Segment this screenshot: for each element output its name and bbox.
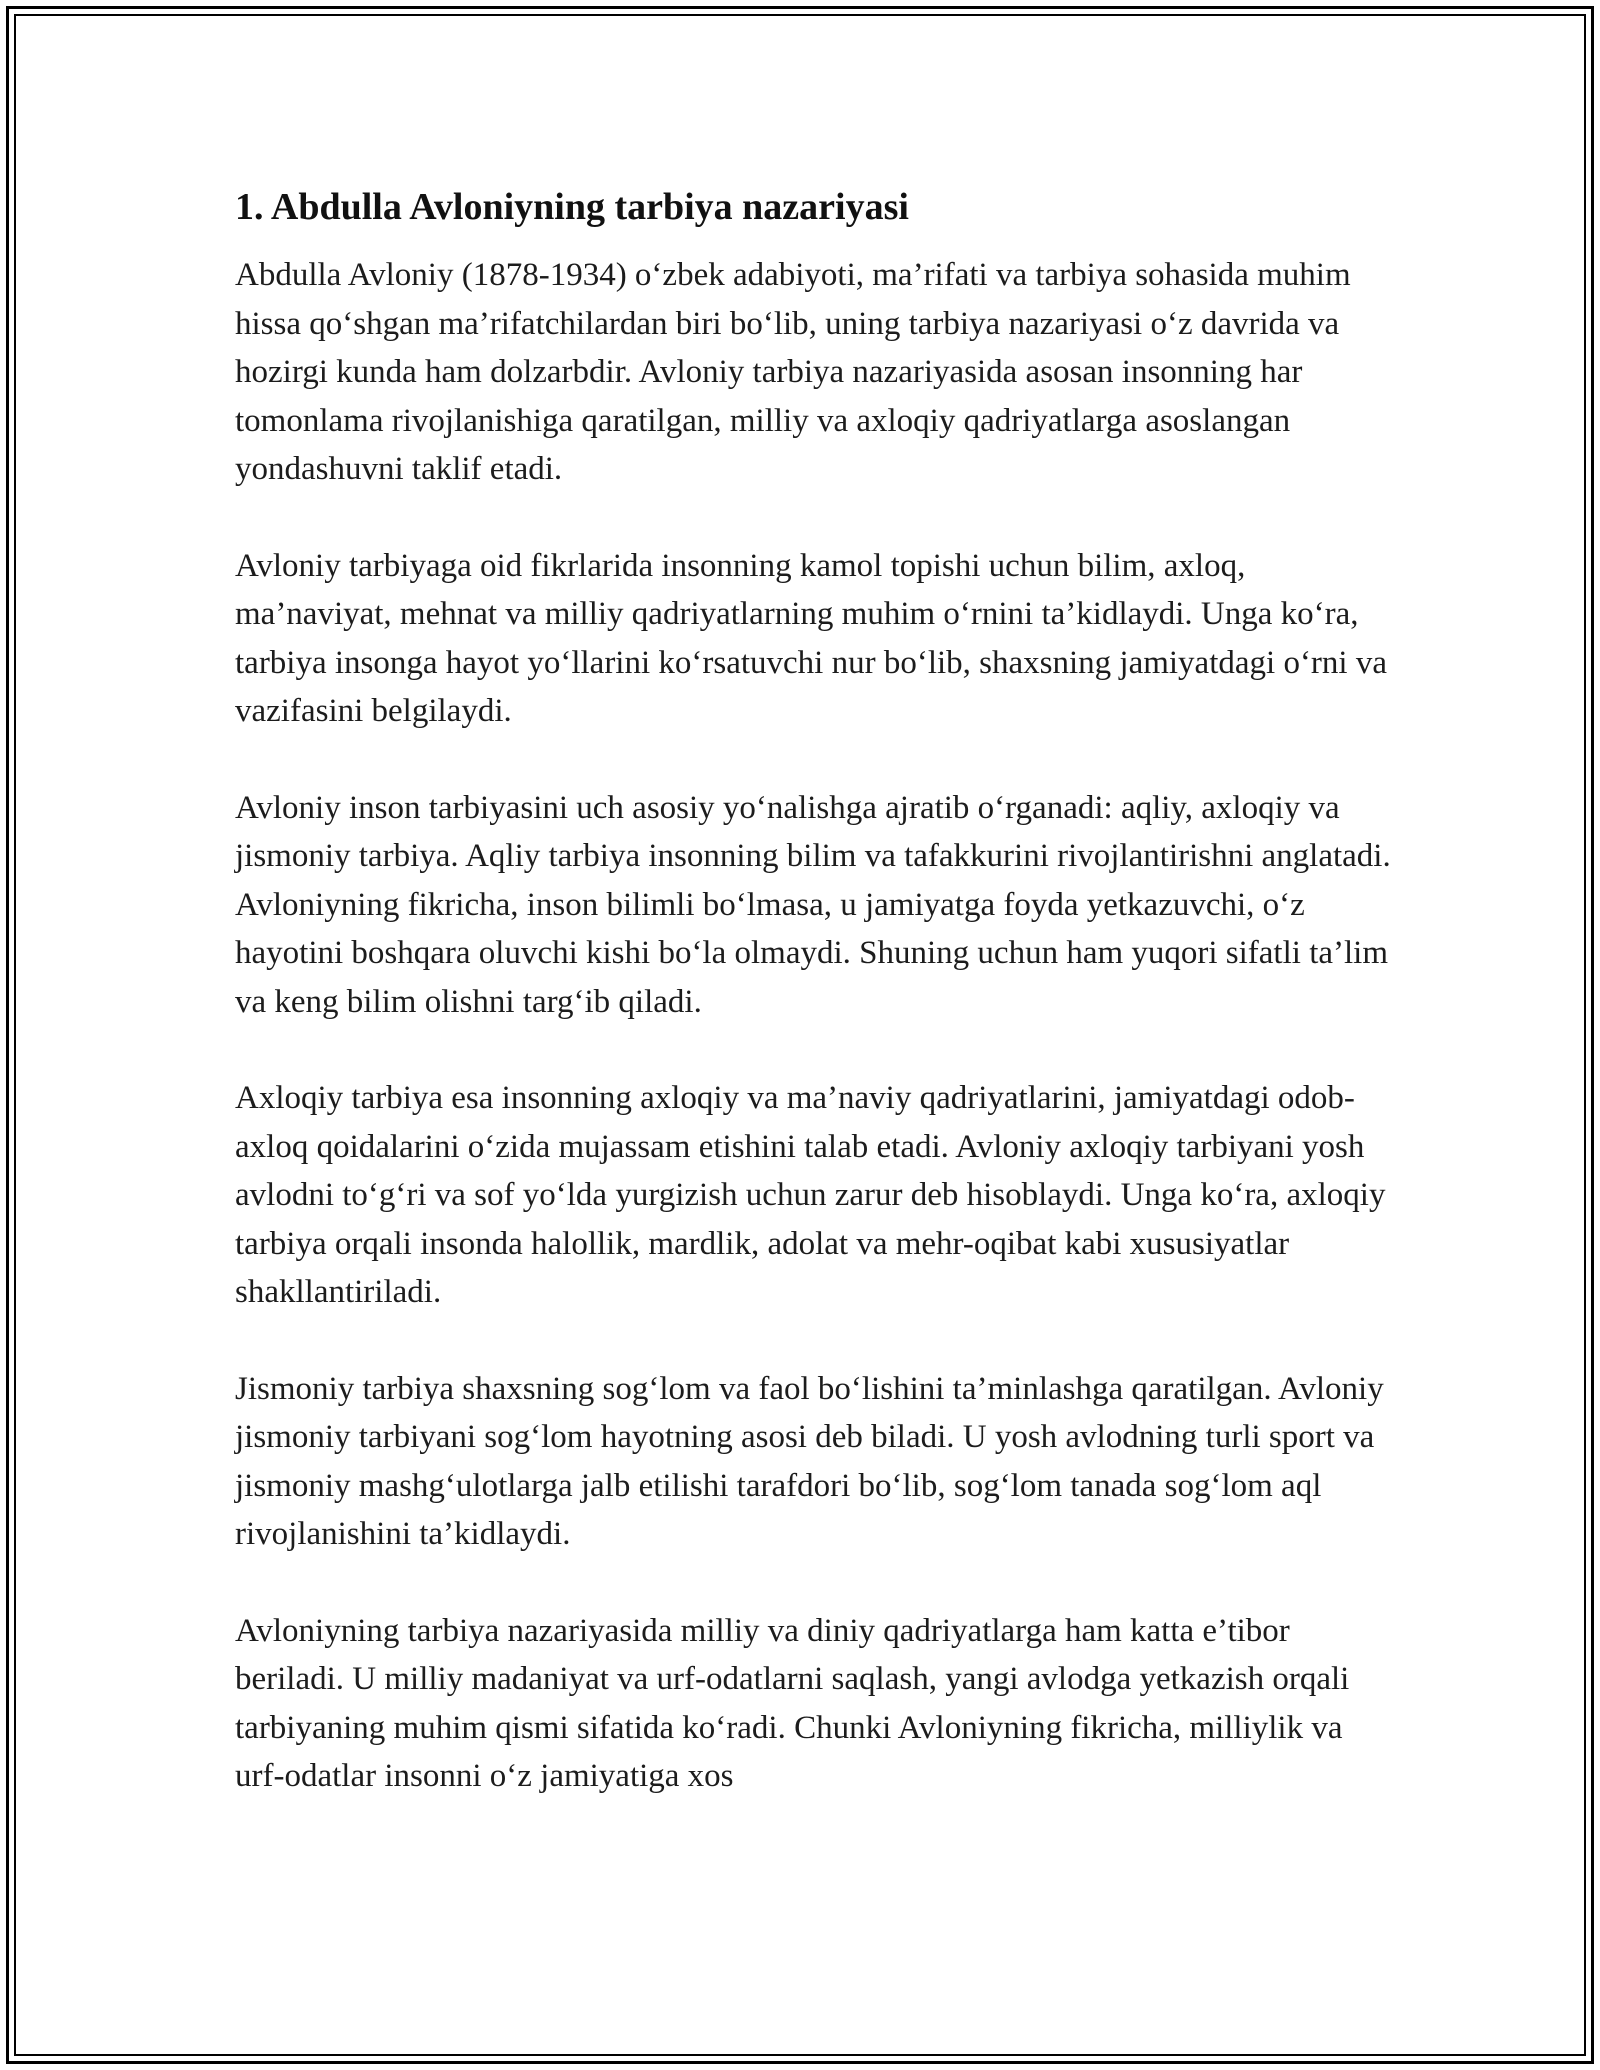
document-body	[235, 183, 1395, 1849]
paragraph-education-views: Avloniy tarbiyaga oid fikrlarida insonning kamol topishi uchun bilim, axloq, ma’naviyat, mehnat va milliy qadriyatlarning muhim o‘rnini ta’kidlaydi. Unga ko‘ra, tarbiya insonga hayot yo‘llarini ko‘rsatuvchi nur bo‘lib, shaxsning jamiyatdagi o‘rni va vazifasini belgilaydi.	[235, 547, 1387, 729]
paragraph-three-directions: Avloniy inson tarbiyasini uch asosiy yo‘nalishga ajratib o‘rganadi: aqliy, axloqiy va jismoniy tarbiya. Aqliy tarbiya insonning bilim va tafakkurini rivojlantirishni anglatadi. Avloniyning fikricha, inson bilimli bo‘lmasa, u jamiyatga foyda yetkazuvchi, o‘z hayotini boshqara oluvchi kishi bo‘la olmaydi. Shuning uchun ham yuqori sifatli ta’lim va keng bilim olishni targ‘ib qiladi.	[235, 789, 1391, 1020]
paragraph-physical-education: Jismoniy tarbiya shaxsning sog‘lom va faol bo‘lishini ta’minlashga qaratilgan. Avloniy jismoniy tarbiyani sog‘lom hayotning asosi deb biladi. U yosh avlodning turli sport va jismoniy mashg‘ulotlarga jalb etilishi tarafdori bo‘lib, sog‘lom tanada sog‘lom aql rivojlanishini ta’kidlaydi.	[235, 1370, 1384, 1552]
paragraph-moral-education: Axloqiy tarbiya esa insonning axloqiy va ma’naviy qadriyatlarini, jamiyatdagi odob-axloq qoidalarini o‘zida mujassam etishini talab etadi. Avloniy axloqiy tarbiyani yosh avlodni to‘g‘ri va sof yo‘lda yurgizish uchun zarur deb hisoblaydi. Unga ko‘ra, axloqiy tarbiya orqali insonda halollik, mardlik, adolat va mehr-oqibat kabi xususiyatlar shakllantiriladi.	[235, 1080, 1386, 1310]
section-heading: 1. Abdulla Avloniyning tarbiya nazariyasi	[235, 186, 909, 228]
paragraph-intro: Abdulla Avloniy (1878-1934) o‘zbek adabiyoti, ma’rifati va tarbiya sohasida muhim hissa qo‘shgan ma’rifatchilardan biri bo‘lib, uning tarbiya nazariyasi o‘z davrida va hozirgi kunda ham dolzarbdir. Avloniy tarbiya nazariyasida asosan insonning har tomonlama rivojlanishiga qaratilgan, milliy va axloqiy qadriyatlarga asoslangan yondashuvni taklif etadi.	[235, 257, 1351, 487]
paragraph-national-values: Avloniyning tarbiya nazariyasida milliy va diniy qadriyatlarga ham katta e’tibor beriladi. U milliy madaniyat va urf-odatlarni saqlash, yangi avlodga yetkazish orqali tarbiyaning muhim qismi sifatida ko‘radi. Chunki Avloniyning fikricha, milliylik va urf-odatlar insonni o‘z jamiyatiga xos	[235, 1612, 1350, 1794]
